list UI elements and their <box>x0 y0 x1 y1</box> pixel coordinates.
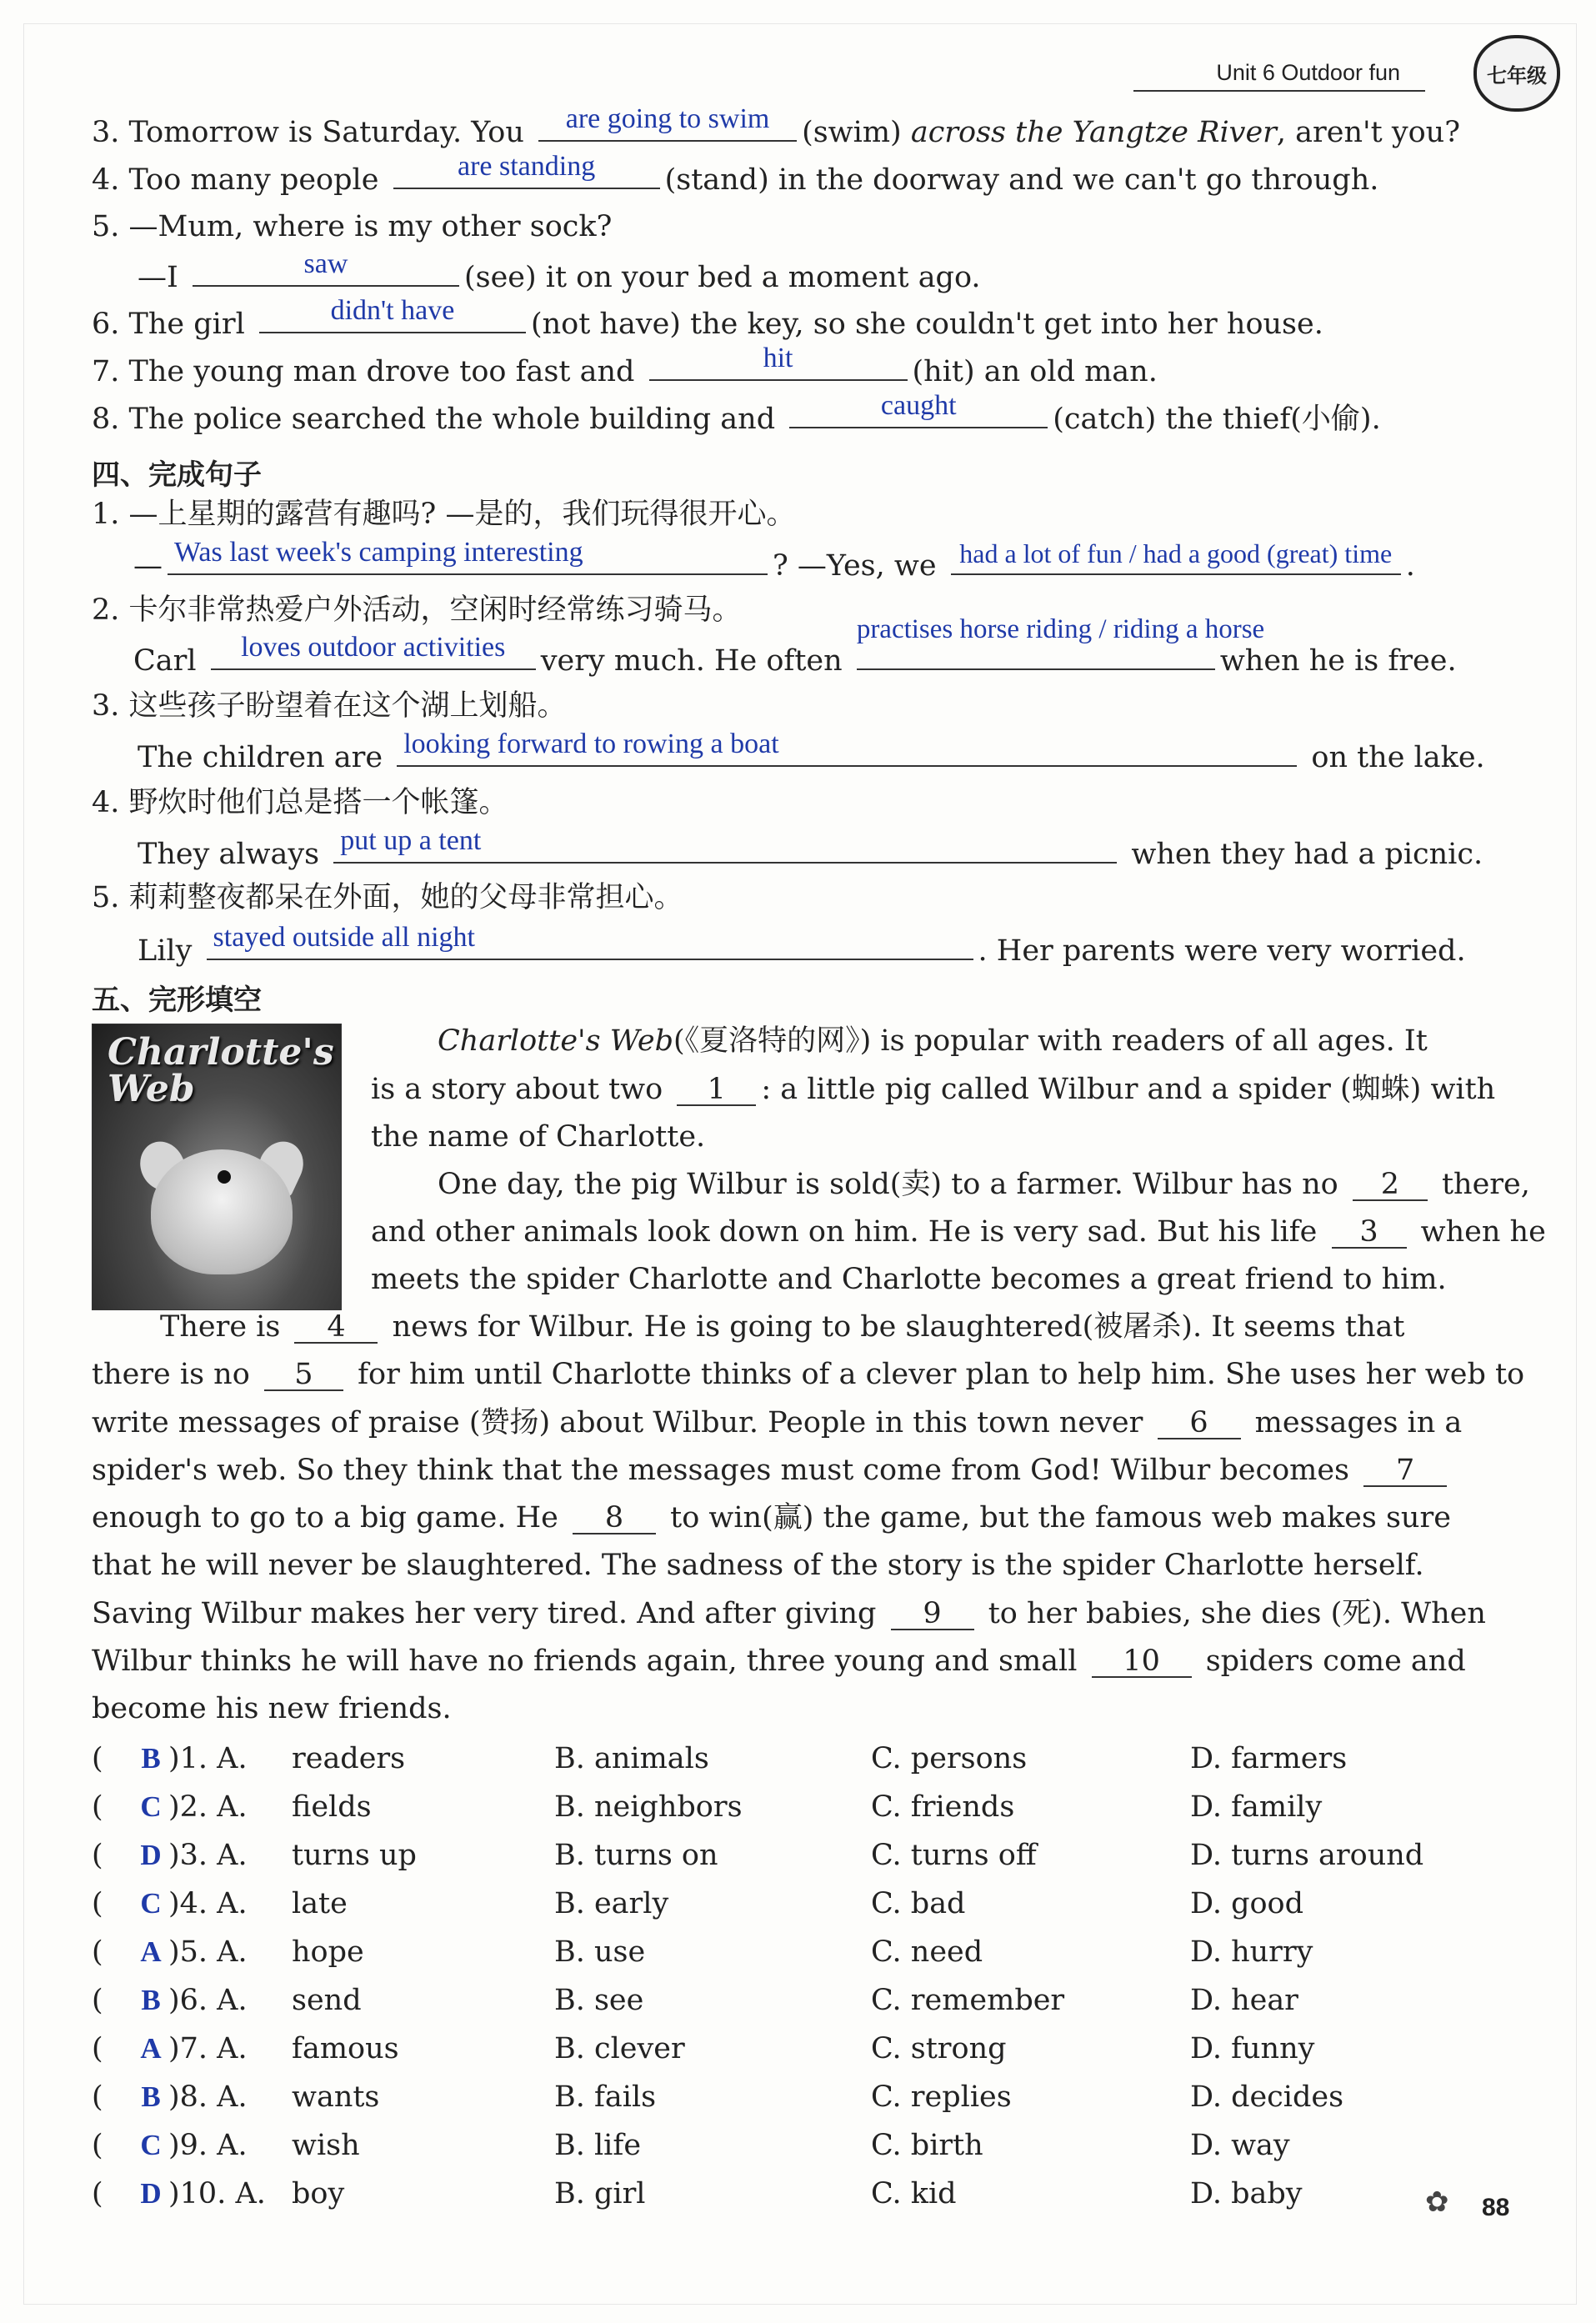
q-text: , aren't you? <box>1276 116 1460 149</box>
passage-text: : a little pig called Wilbur and a spider (蜘蛛) with <box>761 1073 1496 1106</box>
cover-title: Charlotte's Web <box>108 1031 334 1110</box>
unit-header <box>1133 58 1458 92</box>
passage-text: to win(赢) the game, but the famous web makes sure <box>670 1501 1451 1534</box>
exercise-4-1-en <box>133 537 1415 583</box>
passage-text: become his new friends. <box>92 1692 452 1725</box>
paren: ( <box>92 1839 103 1872</box>
section-title-complete-sentences: 四、完成句子 <box>92 458 262 492</box>
handwritten-answer: Was last week's camping interesting <box>174 537 583 568</box>
option-a[interactable]: turns up <box>292 1839 417 1872</box>
q-chinese: —上星期的露营有趣吗? —是的，我们玩得很开心。 <box>128 498 796 531</box>
passage-text: Saving Wilbur makes her very tired. And after giving <box>92 1597 877 1630</box>
option-number: )10. A. <box>168 2177 266 2210</box>
q-num: 3. <box>92 689 120 723</box>
option-row-6 <box>92 1984 1508 2017</box>
q-num: 5. <box>92 210 120 243</box>
option-d[interactable]: D. turns around <box>1190 1839 1424 1872</box>
option-row-7 <box>92 2032 1508 2065</box>
option-row-9 <box>92 2129 1508 2162</box>
option-c[interactable]: C. turns off <box>871 1839 1037 1872</box>
q-text: —I <box>138 261 178 294</box>
option-number: )9. A. <box>168 2129 248 2162</box>
handwritten-answer[interactable]: C <box>140 2129 162 2161</box>
option-b[interactable]: B. turns on <box>554 1839 718 1872</box>
handwritten-answer: caught <box>880 390 957 421</box>
q-text: (swim) <box>802 116 902 149</box>
option-a[interactable]: send <box>292 1984 362 2017</box>
answer-blank[interactable] <box>207 922 973 960</box>
q-text: Tomorrow is Saturday. You <box>128 116 524 149</box>
pig-illustration <box>151 1149 293 1274</box>
option-number: )6. A. <box>168 1984 248 2017</box>
option-d[interactable]: D. funny <box>1190 2032 1315 2065</box>
q-text: The young man drove too fast and <box>128 355 635 388</box>
paren: ( <box>92 2177 103 2210</box>
charlottes-web-cover-image <box>92 1024 342 1310</box>
q-text: ? —Yes, we <box>773 549 937 583</box>
answer-blank[interactable] <box>259 295 526 333</box>
passage-line-1: Charlotte's Web(《夏洛特的网》) is popular with readers of all ages. It <box>438 1024 1428 1058</box>
exercise-4-4-zh <box>92 786 508 819</box>
cloze-blank[interactable]: 5 <box>264 1360 343 1391</box>
paren: ( <box>92 1887 103 1920</box>
option-row-3 <box>92 1839 1508 1872</box>
option-d[interactable]: D. baby <box>1190 2177 1303 2210</box>
passage-line-13 <box>92 1597 1486 1630</box>
q-text: very much. He often <box>540 644 843 678</box>
exercise-4-3-zh <box>92 689 567 723</box>
q-text: when he is free. <box>1219 644 1457 678</box>
option-d[interactable]: D. decides <box>1190 2080 1344 2114</box>
option-c[interactable]: C. need <box>871 1935 983 1969</box>
passage-line-9 <box>92 1406 1463 1439</box>
exercise-4-4-en <box>138 825 1483 871</box>
option-d[interactable]: D. farmers <box>1190 1742 1348 1775</box>
handwritten-answer: saw <box>303 248 348 279</box>
q-num: 1. <box>92 498 120 531</box>
exercise-4-2-zh <box>92 593 742 627</box>
passage-line-12 <box>92 1551 1424 1580</box>
paren: ( <box>92 1742 103 1775</box>
option-b[interactable]: B. use <box>554 1935 646 1969</box>
option-a[interactable]: famous <box>292 2032 399 2065</box>
q-num: 2. <box>92 593 120 627</box>
passage-text: there, <box>1441 1168 1530 1201</box>
handwritten-answer: hit <box>763 343 793 373</box>
handwritten-answer: didn't have <box>330 295 455 326</box>
option-row-8 <box>92 2080 1508 2114</box>
option-row-5 <box>92 1935 1508 1969</box>
option-d[interactable]: D. way <box>1190 2129 1290 2162</box>
q-text: —Mum, where is my other sock? <box>128 210 613 243</box>
passage-line-14 <box>92 1647 1466 1678</box>
handwritten-answer: stayed outside all night <box>213 922 475 953</box>
cloze-blank[interactable]: 7 <box>1363 1456 1447 1487</box>
q-text: . Her parents were very worried. <box>978 934 1466 968</box>
option-b[interactable]: B. see <box>554 1984 644 2017</box>
passage-text: news for Wilbur. He is going to be slaughtered(被屠杀). It seems that <box>392 1310 1405 1344</box>
exercise-3-3 <box>92 103 1460 149</box>
cloze-blank[interactable]: 1 <box>677 1075 756 1106</box>
passage-text: One day, the pig Wilbur is sold(卖) to a farmer. Wilbur has no <box>438 1168 1338 1201</box>
exercise-4-2-en <box>133 614 1457 678</box>
option-b[interactable]: B. girl <box>554 2177 646 2210</box>
q-text: (stand) in the doorway and we can't go through. <box>664 163 1379 197</box>
handwritten-answer[interactable]: B <box>141 1984 161 2016</box>
passage-line-4 <box>438 1170 1530 1201</box>
option-c[interactable]: C. replies <box>871 2080 1012 2114</box>
passage-line-8 <box>92 1360 1524 1391</box>
option-number: )5. A. <box>168 1935 248 1969</box>
passage-text: There is <box>160 1310 281 1344</box>
answer-blank[interactable] <box>393 151 660 189</box>
passage-text: Wilbur thinks he will have no friends again, three young and small <box>92 1645 1078 1678</box>
option-c[interactable]: C. strong <box>871 2032 1007 2065</box>
cloze-blank[interactable]: 4 <box>294 1313 378 1344</box>
option-a[interactable]: hope <box>292 1935 364 1969</box>
q-text: (catch) the thief(小偷). <box>1053 403 1381 436</box>
handwritten-answer: are going to swim <box>565 103 770 134</box>
q-text: (not have) the key, so she couldn't get into her house. <box>530 308 1323 341</box>
q-num: 5. <box>92 881 120 914</box>
exercise-4-5-en <box>138 922 1466 968</box>
q-num: 6. <box>92 308 120 341</box>
option-row-1 <box>92 1742 1508 1775</box>
passage-text: for him until Charlotte thinks of a clever plan to help him. She uses her web to <box>358 1358 1525 1391</box>
q-text: — <box>133 549 163 583</box>
option-a[interactable]: wants <box>292 2080 380 2114</box>
exercise-3-5 <box>92 210 613 243</box>
paren: ( <box>92 1790 103 1824</box>
passage-text: to her babies, she dies (死). When <box>988 1597 1486 1630</box>
exercise-3-8 <box>92 390 1381 436</box>
q-chinese: 莉莉整夜都呆在外面，她的父母非常担心。 <box>128 881 683 914</box>
passage-text: write messages of praise (赞扬) about Wilbur. People in this town never <box>92 1406 1143 1439</box>
paren: ( <box>92 1935 103 1969</box>
option-c[interactable]: C. birth <box>871 2129 983 2162</box>
option-row-10 <box>92 2177 1508 2210</box>
handwritten-answer[interactable]: B <box>141 2080 161 2113</box>
passage-line-5 <box>371 1215 1546 1249</box>
passage-text: there is no <box>92 1358 250 1391</box>
option-row-4 <box>92 1887 1508 1920</box>
option-a[interactable]: late <box>292 1887 348 1920</box>
answer-blank[interactable] <box>168 537 768 575</box>
handwritten-answer[interactable]: A <box>140 1935 162 1968</box>
cloze-blank[interactable]: 3 <box>1332 1218 1407 1249</box>
option-d[interactable]: D. family <box>1190 1790 1323 1824</box>
passage-line-11 <box>92 1501 1451 1534</box>
handwritten-answer[interactable]: C <box>140 1790 162 1823</box>
handwritten-answer[interactable]: B <box>141 1742 161 1775</box>
option-c[interactable]: C. friends <box>871 1790 1015 1824</box>
passage-text: when he <box>1420 1215 1546 1249</box>
answer-blank[interactable] <box>538 103 797 142</box>
passage-line-3 <box>371 1120 706 1154</box>
q-text: (see) it on your bed a moment ago. <box>463 261 981 294</box>
header-rule <box>1133 90 1425 92</box>
answer-blank[interactable] <box>397 728 1297 767</box>
passage-text: spider's web. So they think that the messages must come from God! Wilbur becomes <box>92 1454 1349 1487</box>
passage-line-6 <box>371 1265 1447 1294</box>
answer-blank[interactable] <box>951 538 1401 575</box>
option-a[interactable]: boy <box>292 2177 345 2210</box>
passage-text: that he will never be slaughtered. The sadness of the story is the spider Charlotte herself. <box>92 1549 1424 1582</box>
option-b[interactable]: B. life <box>554 2129 642 2162</box>
handwritten-answer: are standing <box>457 151 596 182</box>
answer-blank[interactable] <box>649 343 908 381</box>
option-d[interactable]: D. hear <box>1190 1984 1298 2017</box>
handwritten-answer: put up a tent <box>340 825 482 856</box>
exercise-3-4 <box>92 151 1379 197</box>
answer-blank[interactable] <box>856 614 1265 670</box>
passage-text: messages in a <box>1254 1406 1463 1439</box>
cartoon-decoration-icon: ✿ <box>1425 2185 1449 2219</box>
q-text: Lily <box>138 934 193 968</box>
exercise-3-5-reply <box>138 248 981 294</box>
paren: ( <box>92 2080 103 2114</box>
unit-title: Unit 6 Outdoor fun <box>1216 60 1400 85</box>
exercise-4-5-zh <box>92 881 683 914</box>
option-b[interactable]: B. animals <box>554 1742 709 1775</box>
passage-line-7 <box>160 1310 1405 1344</box>
passage-text: and other animals look down on him. He is very sad. But his life <box>371 1215 1318 1249</box>
handwritten-answer[interactable]: A <box>140 2032 162 2065</box>
passage-text: meets the spider Charlotte and Charlotte becomes a great friend to him. <box>371 1263 1447 1296</box>
handwritten-answer: had a lot of fun / had a good (great) time <box>959 538 1393 568</box>
option-a[interactable]: fields <box>292 1790 372 1824</box>
option-number: )2. A. <box>168 1790 248 1824</box>
passage-line-15 <box>92 1692 452 1725</box>
handwritten-answer: looking forward to rowing a boat <box>403 728 779 759</box>
q-chinese: 这些孩子盼望着在这个湖上划船。 <box>128 689 567 723</box>
passage-text: spiders come and <box>1205 1645 1466 1678</box>
option-a[interactable]: readers <box>292 1742 406 1775</box>
option-d[interactable]: D. hurry <box>1190 1935 1313 1969</box>
option-row-2 <box>92 1790 1508 1824</box>
spider-icon <box>218 1170 231 1184</box>
option-number: )7. A. <box>168 2032 248 2065</box>
option-b[interactable]: B. neighbors <box>554 1790 743 1824</box>
cloze-blank[interactable]: 8 <box>573 1504 656 1534</box>
answer-blank[interactable] <box>193 248 459 287</box>
handwritten-answer[interactable]: C <box>140 1887 162 1920</box>
q-text: (hit) an old man. <box>912 355 1158 388</box>
exercise-4-3-en <box>138 728 1485 774</box>
q-text: on the lake. <box>1311 741 1485 774</box>
passage-text: the name of Charlotte. <box>371 1120 706 1154</box>
option-c[interactable]: C. remember <box>871 1984 1065 2017</box>
q-text: The children are <box>138 741 383 774</box>
q-text: The girl <box>128 308 245 341</box>
option-d[interactable]: D. good <box>1190 1887 1304 1920</box>
cloze-blank[interactable]: 6 <box>1158 1409 1241 1439</box>
grade-label: 七年级 <box>1487 63 1547 88</box>
handwritten-answer: practises horse riding / riding a horse <box>856 614 1265 644</box>
option-number: )4. A. <box>168 1887 248 1920</box>
option-c[interactable]: C. kid <box>871 2177 957 2210</box>
q-text: . <box>1405 549 1415 583</box>
handwritten-answer[interactable]: D <box>140 1839 162 1871</box>
grade-badge <box>1473 35 1560 112</box>
q-text: across the Yangtze River <box>910 116 1277 149</box>
option-b[interactable]: B. clever <box>554 2032 685 2065</box>
cloze-blank[interactable]: 10 <box>1092 1647 1192 1678</box>
option-number: )8. A. <box>168 2080 248 2114</box>
exercise-3-7 <box>92 343 1158 388</box>
exercise-4-1-zh <box>92 500 795 529</box>
passage-text: enough to go to a big game. He <box>92 1501 558 1534</box>
q-num: 8. <box>92 403 120 436</box>
paren: ( <box>92 2032 103 2065</box>
exercise-3-6 <box>92 295 1323 341</box>
q-num: 7. <box>92 355 120 388</box>
passage-text: 《夏洛特的网》) is popular with readers of all ages. It <box>684 1024 1428 1058</box>
q-chinese: 卡尔非常热爱户外活动，空闲时经常练习骑马。 <box>128 593 742 627</box>
q-num: 4. <box>92 786 120 819</box>
q-text: Too many people <box>128 163 379 197</box>
answer-blank[interactable] <box>789 390 1048 428</box>
option-c[interactable]: C. bad <box>871 1887 966 1920</box>
option-number: )1. A. <box>168 1742 248 1775</box>
passage-text: Charlotte's Web <box>438 1024 673 1058</box>
passage-line-2 <box>371 1075 1495 1106</box>
q-chinese: 野炊时他们总是搭一个帐篷。 <box>128 786 508 819</box>
answer-blank[interactable] <box>333 825 1117 864</box>
cloze-blank[interactable]: 9 <box>891 1600 974 1630</box>
option-b[interactable]: B. early <box>554 1887 669 1920</box>
paren: ( <box>92 1984 103 2017</box>
passage-text: is a story about two <box>371 1073 663 1106</box>
q-text: when they had a picnic. <box>1131 838 1483 871</box>
cloze-blank[interactable]: 2 <box>1353 1170 1428 1201</box>
option-b[interactable]: B. fails <box>554 2080 657 2114</box>
option-a[interactable]: wish <box>292 2129 360 2162</box>
option-c[interactable]: C. persons <box>871 1742 1028 1775</box>
section-title-cloze: 五、完形填空 <box>92 984 262 1017</box>
answer-blank[interactable] <box>211 632 536 670</box>
q-num: 4. <box>92 163 120 197</box>
q-text: They always <box>138 838 320 871</box>
paren: ( <box>92 2129 103 2162</box>
handwritten-answer: loves outdoor activities <box>241 632 506 663</box>
option-number: )3. A. <box>168 1839 248 1872</box>
q-text: The police searched the whole building and <box>128 403 776 436</box>
passage-line-10 <box>92 1456 1452 1487</box>
q-text: Carl <box>133 644 197 678</box>
handwritten-answer[interactable]: D <box>140 2177 162 2210</box>
page-number: 88 <box>1482 2194 1510 2221</box>
q-num: 3. <box>92 116 120 149</box>
